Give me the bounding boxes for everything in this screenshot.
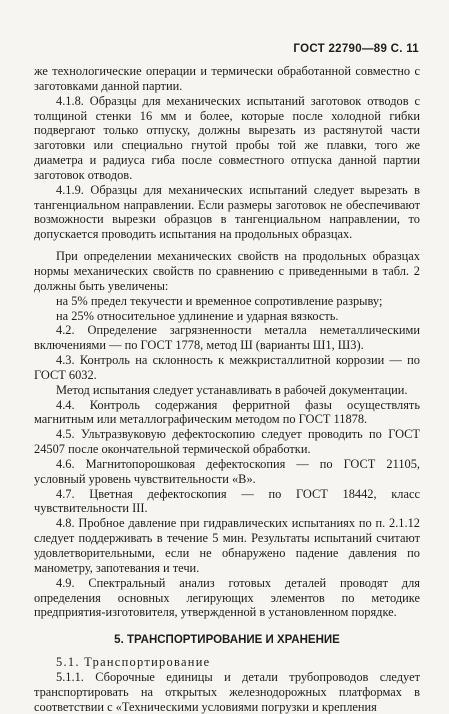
paragraph-4-4: 4.4. Контроль содержания ферритной фазы осуществлять магнитным или металлографическим методом по ГОСТ 11878. [34,397,420,427]
paragraph-longitudinal-samples: При определении механических свойств на продольных образцах нормы механических свойств по сравнению с приведенными в табл. 2 должны быть увеличены: [34,249,420,293]
page-header: ГОСТ 22790—89 С. 11 [293,43,419,55]
paragraph-elongation: на 25% относительное удлинение и ударная вязкость. [56,308,339,323]
paragraph-5-1-1: 5.1.1. Сборочные единицы и детали трубопроводов следует транспортировать на открытых железнодорожных платформах в соответствии с «Техническими условиями погрузки и крепления [34,669,420,714]
paragraph-4-5: 4.5. Ультразвуковую дефектоскопию следует проводить по ГОСТ 24507 после окончательной термической обработки. [34,427,420,457]
document-body [34,64,420,714]
paragraph-4-3: 4.3. Контроль на склонность к межкристаллитной коррозии — по ГОСТ 6032. [34,353,420,382]
paragraph-continuation: же технологические операции и термически обработанной совместно с заготовками данной партии. [34,64,420,93]
paragraph-4-8: 4.8. Пробное давление при гидравлических испытаниях по п. 2.1.12 следует поддерживать в течение 5 мин. Результаты испытаний считают удовлетворительными, если не обнаружено падение давления по манометру, запотевания и течи. [34,516,420,575]
paragraph-4-6: 4.6. Магнитопорошковая дефектоскопия — по ГОСТ 21105, условный уровень чувствительности «В». [34,456,420,486]
paragraph-4-1-8: 4.1.8. Образцы для механических испытаний заготовок отводов с толщиной стенки 16 мм и более, которые после холодной гибки подвергают только отпуску, должны вырезать из растянутой части заготовки или специально гнутой пробы той же плавки, того же диаметра и радиуса гиба после совместного отпуска данной партии заготовок отводов. [34,93,420,182]
paragraph-yield-strength: на 5% предел текучести и временное сопротивление разрыву; [56,293,383,308]
paragraph-4-1-9: 4.1.9. Образцы для механических испытаний следует вырезать в тангенциальном направлении. Если размеры заготовок не обеспечивают возможности вырезки образцов в тангенциальном направлении, то допускается проводить испытания на продольных образцах. [34,182,420,242]
subsection-title-text: 5.1. Транспортирование [56,655,211,670]
paragraph-4-7: 4.7. Цветная дефектоскопия — по ГОСТ 18442, класс чувствительности III. [34,486,420,516]
paragraph-test-method: Метод испытания следует устанавливать в рабочей документации. [56,382,408,397]
paragraph-4-2: 4.2. Определение загрязненности металла неметаллическими включениями — по ГОСТ 1778, метод Ш (варианты Ш1, Ш3). [34,323,420,353]
paragraph-4-9: 4.9. Спектральный анализ готовых деталей проводят для определения основных легирующих элементов по методике предприятия-изготовителя, утвержденной в установленном порядке. [34,575,420,620]
subsection-title [34,655,420,670]
section-title: 5. ТРАНСПОРТИРОВАНИЕ И ХРАНЕНИЕ [114,634,340,647]
